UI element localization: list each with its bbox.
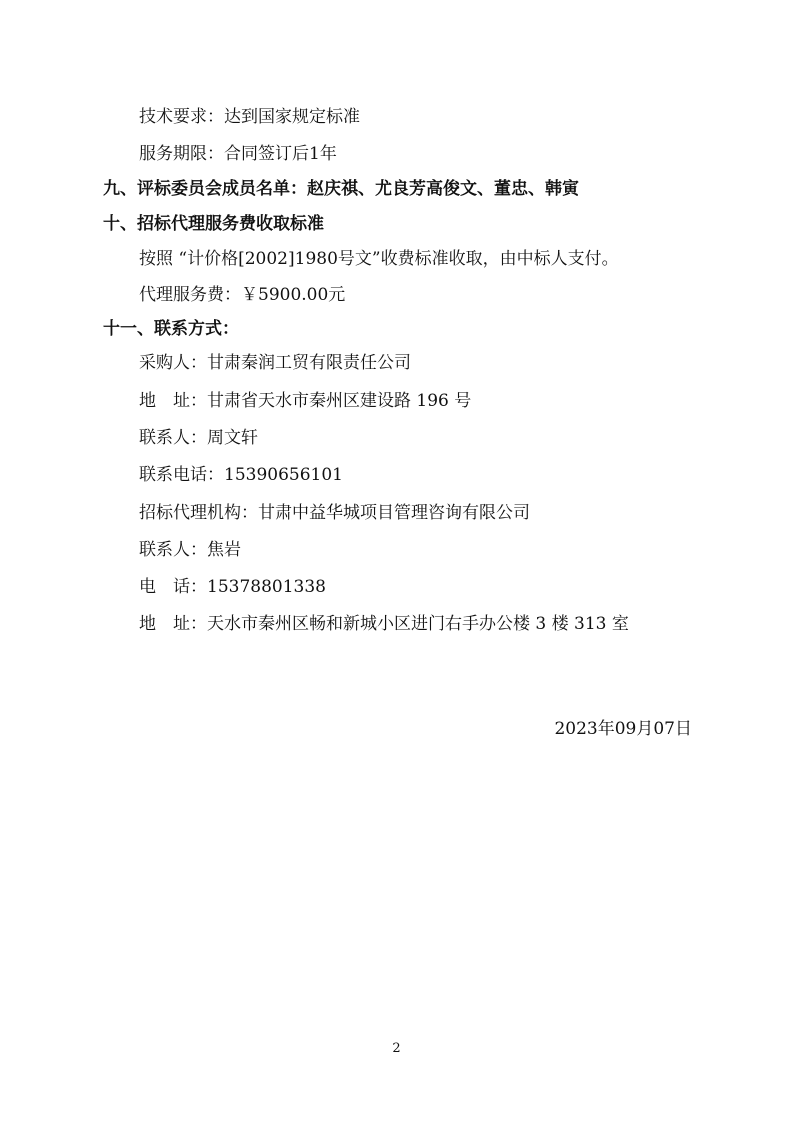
agency: 招标代理机构：甘肃中益华城项目管理咨询有限公司	[139, 503, 530, 523]
section-10-heading: 十、招标代理服务费收取标准	[103, 214, 324, 234]
section-9-heading: 九、评标委员会成员名单：赵庆祺、尤良芳高俊文、董忠、韩寅	[103, 179, 579, 199]
purchaser: 采购人：甘肃秦润工贸有限责任公司	[139, 353, 411, 373]
fee-basis: 按照 “计价格[2002]1980号文”收费标准收取，由中标人支付。	[139, 249, 619, 269]
agency-fee: 代理服务费：￥5900.00元	[139, 285, 346, 305]
agency-contact: 联系人：焦岩	[139, 540, 241, 560]
agency-phone: 电 话：15378801338	[139, 577, 326, 597]
technical-requirement: 技术要求：达到国家规定标准	[139, 107, 360, 127]
page-number: 2	[392, 1041, 401, 1056]
purchaser-phone: 联系电话：15390656101	[139, 465, 343, 485]
service-period: 服务期限：合同签订后1年	[139, 144, 337, 164]
agency-address: 地 址：天水市秦州区畅和新城小区进门右手办公楼 3 楼 313 室	[139, 614, 629, 634]
purchaser-contact: 联系人：周文轩	[139, 428, 258, 448]
document-date: 2023年09月07日	[554, 719, 692, 739]
section-11-heading: 十一、联系方式：	[103, 319, 239, 339]
purchaser-address: 地 址：甘肃省天水市秦州区建设路 196 号	[139, 391, 472, 411]
